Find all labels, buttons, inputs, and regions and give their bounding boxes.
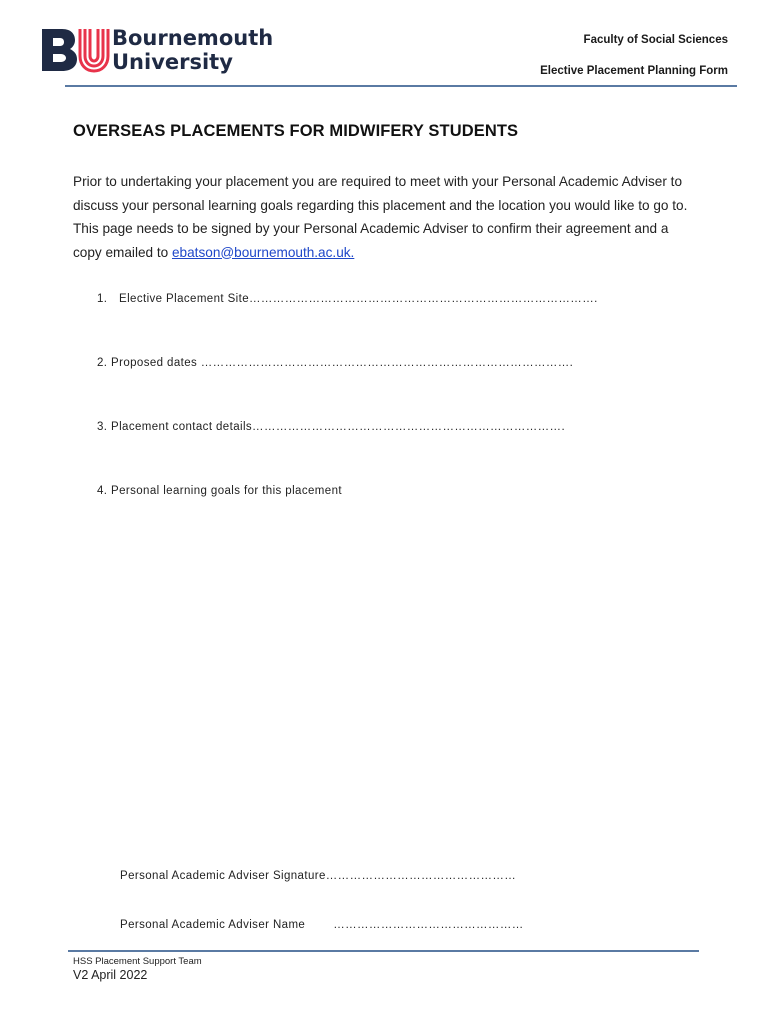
university-logo — [40, 26, 280, 76]
email-link[interactable]: ebatson@bournemouth.ac.uk. — [172, 244, 355, 260]
adviser-name-field[interactable] — [120, 919, 524, 931]
form-item-contact-details[interactable] — [97, 421, 565, 433]
logo-line-2: University — [112, 50, 233, 74]
form-item-proposed-dates[interactable] — [97, 357, 573, 369]
header-divider — [65, 85, 737, 87]
intro-text: Prior to undertaking your placement you are required to meet with your Personal Academic Adviser to discuss your personal learning goals regarding this placement and the location you would like to go to. This page needs to be signed by your Personal Academic Adviser to confirm their agreement and a copy emailed to — [73, 174, 688, 260]
item-number: 1. — [97, 293, 108, 305]
footer-version: V2 April 2022 — [73, 968, 148, 982]
item-text: Personal learning goals for this placement — [111, 485, 342, 497]
item-text: Placement contact details……………………………………………………………………. — [111, 421, 566, 433]
footer-team: HSS Placement Support Team — [73, 956, 202, 967]
intro-paragraph — [73, 170, 693, 264]
adviser-name-dots: ………………………………………… — [333, 919, 524, 931]
form-name: Elective Placement Planning Form — [540, 65, 728, 77]
item-text: Proposed dates …………………………………………………………………………………. — [111, 357, 574, 369]
form-item-learning-goals[interactable] — [97, 485, 342, 497]
adviser-signature-field[interactable]: Personal Academic Adviser Signature………………………………………… — [120, 870, 517, 882]
form-item-placement-site[interactable] — [97, 293, 598, 305]
item-number: 3. — [97, 421, 108, 433]
faculty-name: Faculty of Social Sciences — [583, 34, 728, 46]
item-number: 2. — [97, 357, 108, 369]
footer-divider — [68, 950, 699, 952]
adviser-name-label: Personal Academic Adviser Name — [120, 919, 306, 931]
bu-logo-mark-icon — [40, 26, 110, 74]
page-title: OVERSEAS PLACEMENTS FOR MIDWIFERY STUDENTS — [73, 122, 519, 140]
logo-line-1: Bournemouth — [112, 26, 274, 50]
item-text: Elective Placement Site……………………………………………………………………………. — [119, 293, 598, 305]
item-number: 4. — [97, 485, 108, 497]
